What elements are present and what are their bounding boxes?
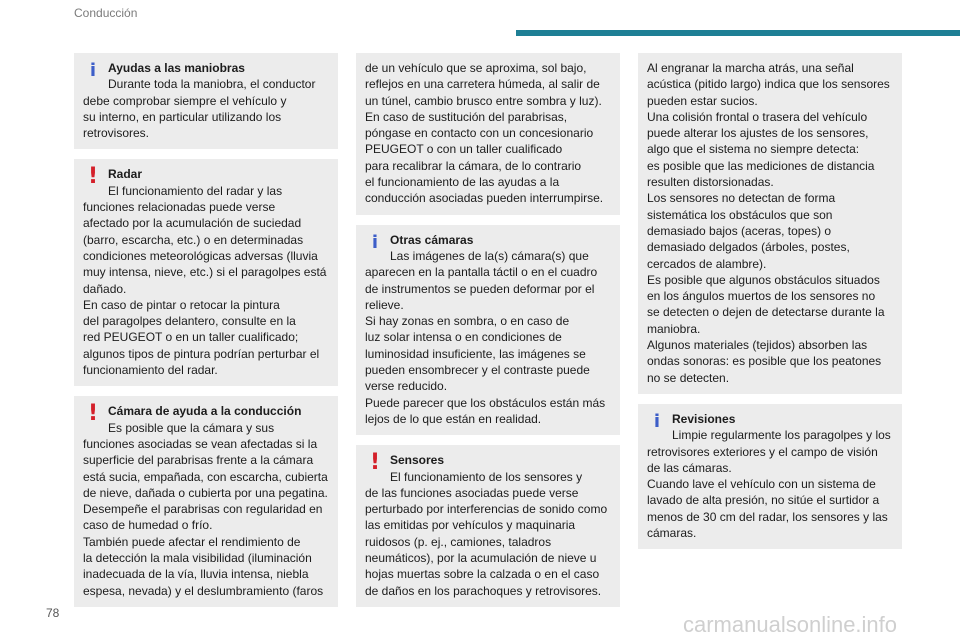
note-line: maniobra. (647, 321, 701, 336)
note-title: Radar (108, 167, 143, 182)
note-line: funciones asociadas se vean afectadas si la (83, 436, 318, 451)
note-line: hojas muertas sobre la calzada o en el caso (365, 567, 600, 582)
note-title: Revisiones (672, 411, 736, 426)
note-line: del paragolpes delantero, consulte en la (83, 314, 296, 329)
note-title: Ayudas a las maniobras (108, 61, 245, 75)
note-line: póngase en contacto con un concesionario (365, 126, 594, 141)
note-line: inadecuada de la vía, lluvia intensa, niebla (83, 567, 309, 582)
note-line: pueden estar sucios. (647, 93, 758, 108)
note-line: Algunos materiales (tejidos) absorben las (647, 338, 868, 353)
note-line: menos de 30 cm del radar, los sensores y las (647, 509, 888, 524)
note-line: relieve. (365, 297, 404, 312)
note-line: También puede afectar el rendimiento de (83, 534, 301, 549)
note-line: para recalibrar la cámara, de lo contrario (365, 158, 582, 173)
note-line: resulten distorsionadas. (647, 175, 774, 190)
note-line: En caso de pintar o retocar la pintura (83, 297, 280, 312)
page-header-title: Conducción (74, 6, 138, 20)
warning-icon: ! (87, 164, 99, 190)
note-title: Sensores (390, 453, 445, 468)
note-line: Cuando lave el vehículo con un sistema de (647, 477, 876, 492)
header-accent-bar (516, 30, 960, 36)
note-line: superficie del parabrisas frente a la cámara (83, 453, 314, 468)
note-line: Al engranar la marcha atrás, una señal (647, 61, 854, 75)
note-line: algunos tipos de pintura podrían perturbar el (83, 346, 320, 361)
note-line: conducción asociadas pueden interrumpirse. (365, 191, 604, 206)
column-left (74, 53, 338, 617)
note-line: de un vehículo que se aproxima, sol bajo, (365, 61, 587, 75)
note-line: demasiado delgados (árboles, postes, (647, 240, 850, 255)
note-line: Puede parecer que los obstáculos están más (365, 395, 606, 410)
note-line: funcionamiento del radar. (83, 363, 218, 378)
note-line: un túnel, cambio brusco entre sombra y luz). (365, 93, 602, 108)
note-line: Una colisión frontal o trasera del vehículo (647, 109, 868, 124)
note-line: luminosidad insuficiente, las imágenes se (365, 346, 586, 361)
note-line: Es posible que la cámara y sus (108, 420, 275, 435)
note-line: debe comprobar siempre el vehículo y (83, 93, 287, 108)
note-line: Durante toda la maniobra, el conductor (108, 77, 316, 92)
note-line: Las imágenes de la(s) cámara(s) que (390, 248, 589, 263)
note-line: El funcionamiento del radar y las (108, 183, 283, 198)
note-line: lavado de alta presión, no sitúe el surtidor a (647, 493, 880, 508)
note-line: su interno, en particular utilizando los (83, 109, 282, 124)
note-box (638, 53, 902, 394)
note-line: no se detecten. (647, 370, 730, 385)
note-box (356, 53, 620, 215)
note-line: las emitidas por vehículos y maquinaria (365, 518, 576, 533)
note-line: de instrumentos se pueden deformar por el (365, 281, 595, 296)
note-line: el funcionamiento de las ayudas a la (365, 175, 560, 190)
note-line: algo que el sistema no siempre detecta: (647, 142, 860, 157)
note-box (356, 445, 620, 607)
note-line: Desempeñe el parabrisas con regularidad en (83, 502, 323, 517)
note-line: verse reducido. (365, 379, 448, 394)
note-line: perturbado por interferencias de sonido como (365, 502, 608, 517)
note-line: lejos de lo que están en realidad. (365, 411, 542, 426)
note-line: funciones relacionadas puede verse (83, 200, 276, 215)
note-line: caso de humedad o frío. (83, 518, 213, 533)
note-line: reflejos en una carretera húmeda, al salir de (365, 77, 600, 92)
note-line: Es posible que algunos obstáculos situados (647, 272, 880, 287)
note-line: afectado por la acumulación de suciedad (83, 216, 302, 231)
note-box (74, 159, 338, 386)
note-line: Los sensores no detectan de forma (647, 191, 836, 206)
note-line: red PEUGEOT o en un taller cualificado; (83, 330, 299, 345)
note-line: ruidosos (p. ej., camiones, taladros (365, 534, 552, 549)
note-line: demasiado bajos (aceras, topes) o (647, 223, 832, 238)
watermark: carmanualsonline.info (683, 612, 898, 637)
note-line: retrovisores. (83, 126, 150, 141)
note-line: en los ángulos muertos de los sensores no (647, 289, 876, 304)
info-icon: i (89, 60, 97, 81)
note-line: dañado. (83, 281, 127, 296)
note-line: neumáticos), por la acumulación de nieve u (365, 551, 597, 566)
note-line: de las funciones asociadas puede verse (365, 485, 579, 500)
note-line: es posible que las mediciones de distancia (647, 158, 875, 173)
info-icon: i (371, 231, 379, 253)
warning-icon: ! (369, 450, 381, 476)
note-title: Cámara de ayuda a la conducción (108, 404, 302, 419)
note-line: Si hay zonas en sombra, o en caso de (365, 314, 570, 329)
note-line: acústica (pitido largo) indica que los sensores (647, 77, 890, 92)
note-line: sistemática los obstáculos que son (647, 207, 833, 222)
warning-icon: ! (87, 401, 99, 427)
note-box (638, 404, 902, 549)
note-line: espesa, nevada) y el deslumbramiento (faros (83, 583, 324, 598)
note-line: muy intensa, nieve, etc.) si el paragolpes está (83, 265, 327, 280)
note-line: cámaras. (647, 526, 697, 541)
note-line: puede alterar los ajustes de los sensores, (647, 126, 869, 141)
note-line: de nieve, dañada o cubierta por una pegatina. (83, 485, 328, 500)
note-line: (barro, escarcha, etc.) o en determinadas (83, 232, 304, 247)
note-box (356, 225, 620, 436)
note-line: cercados de alambre). (647, 256, 767, 271)
note-line: de las cámaras. (647, 460, 732, 475)
column-middle (356, 53, 620, 617)
column-right (638, 53, 902, 559)
note-title: Otras cámaras (390, 232, 474, 247)
note-line: luz solar intensa o en condiciones de (365, 330, 562, 345)
note-line: de daños en los parachoques y retrovisores. (365, 583, 602, 598)
note-line: condiciones meteorológicas adversas (lluvia (83, 248, 318, 263)
note-line: Limpie regularmente los paragolpes y los (672, 428, 891, 443)
note-box (74, 396, 338, 607)
note-line: la detección la mala visibilidad (iluminación (83, 551, 312, 566)
note-line: El funcionamiento de los sensores y (390, 469, 583, 484)
note-line: se detecten o dejen de detectarse durante la (647, 305, 885, 320)
note-line: En caso de sustitución del parabrisas, (365, 109, 568, 124)
info-icon: i (653, 410, 661, 432)
note-line: PEUGEOT o con un taller cualificado (365, 142, 563, 157)
note-line: ondas sonoras: es posible que los peatones (647, 354, 882, 369)
note-line: aparecen en la pantalla táctil o en el cuadro (365, 265, 598, 280)
page-number: 78 (46, 606, 60, 620)
note-line: retrovisores exteriores y el campo de visión (647, 444, 878, 459)
note-box (74, 53, 338, 149)
note-line: está sucia, empañada, con escarcha, cubierta (83, 469, 328, 484)
note-line: pueden ensombrecer y el contraste puede (365, 363, 590, 378)
